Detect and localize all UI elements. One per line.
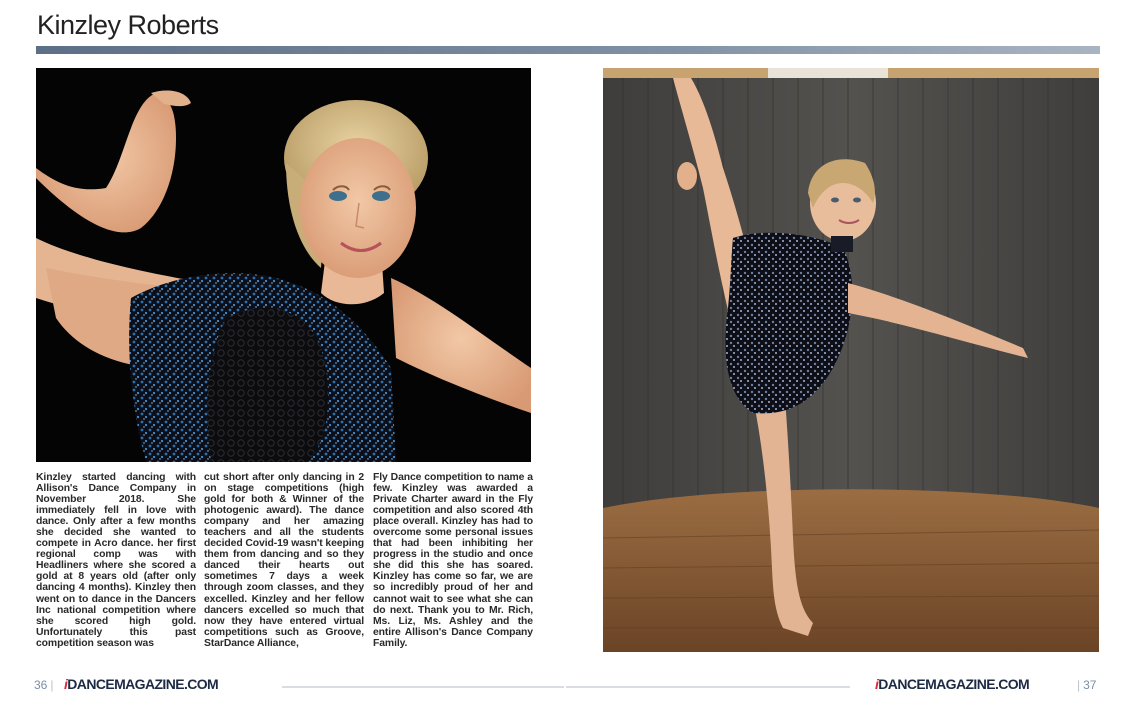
- footer-separator-right: |: [1077, 678, 1081, 692]
- page-number-right: [1077, 678, 1096, 692]
- brand-logo-right[interactable]: [875, 676, 1029, 692]
- brand-i-right: i: [875, 676, 879, 692]
- brand-text-left: DANCEMAGAZINE.COM: [67, 676, 219, 692]
- page-number-left: [34, 678, 53, 692]
- right-photo-illustration: [603, 68, 1099, 652]
- article-column-3: Fly Dance competition to name a few. Kinzley was awarded a Private Charter award in the Fly competition and also scored 4th place overall. Kinzley has had to overcome some personal issues that had been inhibiting her progress in the studio and once she did this she has soared. Kinzley has come so far, we are so incredibly proud of her and cannot wait to see what she can do next. Thank you to Mr. Rich, Ms. Liz, Ms. Ashley and the entire Allison's Dance Company Family.: [373, 472, 533, 649]
- article-column-2: cut short after only dancing in 2 on stage competitions (high gold for both & Winner of the photogenic award). The dance company and her amazing teachers and all the students decided Covid-19 wasn't keeping them from dancing and so they danced their hearts out sometimes 7 days a week through zoom classes, and they excelled. Kinzley and her fellow dancers excelled so much that now they have entered virtual competitions such as Groove, StarDance Alliance,: [204, 472, 364, 649]
- right-photo: [603, 68, 1099, 652]
- brand-text-right: DANCEMAGAZINE.COM: [878, 676, 1030, 692]
- page-title: Kinzley Roberts: [37, 10, 219, 40]
- article-column-1: Kinzley started dancing with Allison's Dance Company in November 2018. She immediately fell in love with dance. Only after a few months she decided she wanted to compete in Acro dance. her first regional comp was with Headliners where she scored a gold at 8 years old (after only dancing 4 months). Kinzley then went on to dance in the Dancers Inc national competition where she scored high gold. Unfortunately this past competition season was: [36, 472, 196, 649]
- brand-logo-left[interactable]: [64, 676, 218, 692]
- page-number-left-value: 36: [34, 678, 48, 692]
- footer-divider-right: [566, 686, 850, 688]
- footer-separator-left: |: [50, 678, 54, 692]
- footer-divider-left: [282, 686, 564, 688]
- page-number-right-value: 37: [1083, 678, 1097, 692]
- brand-i-left: i: [64, 676, 68, 692]
- title-rule: [36, 46, 1100, 54]
- left-photo-illustration: [36, 68, 531, 462]
- left-photo: [36, 68, 531, 462]
